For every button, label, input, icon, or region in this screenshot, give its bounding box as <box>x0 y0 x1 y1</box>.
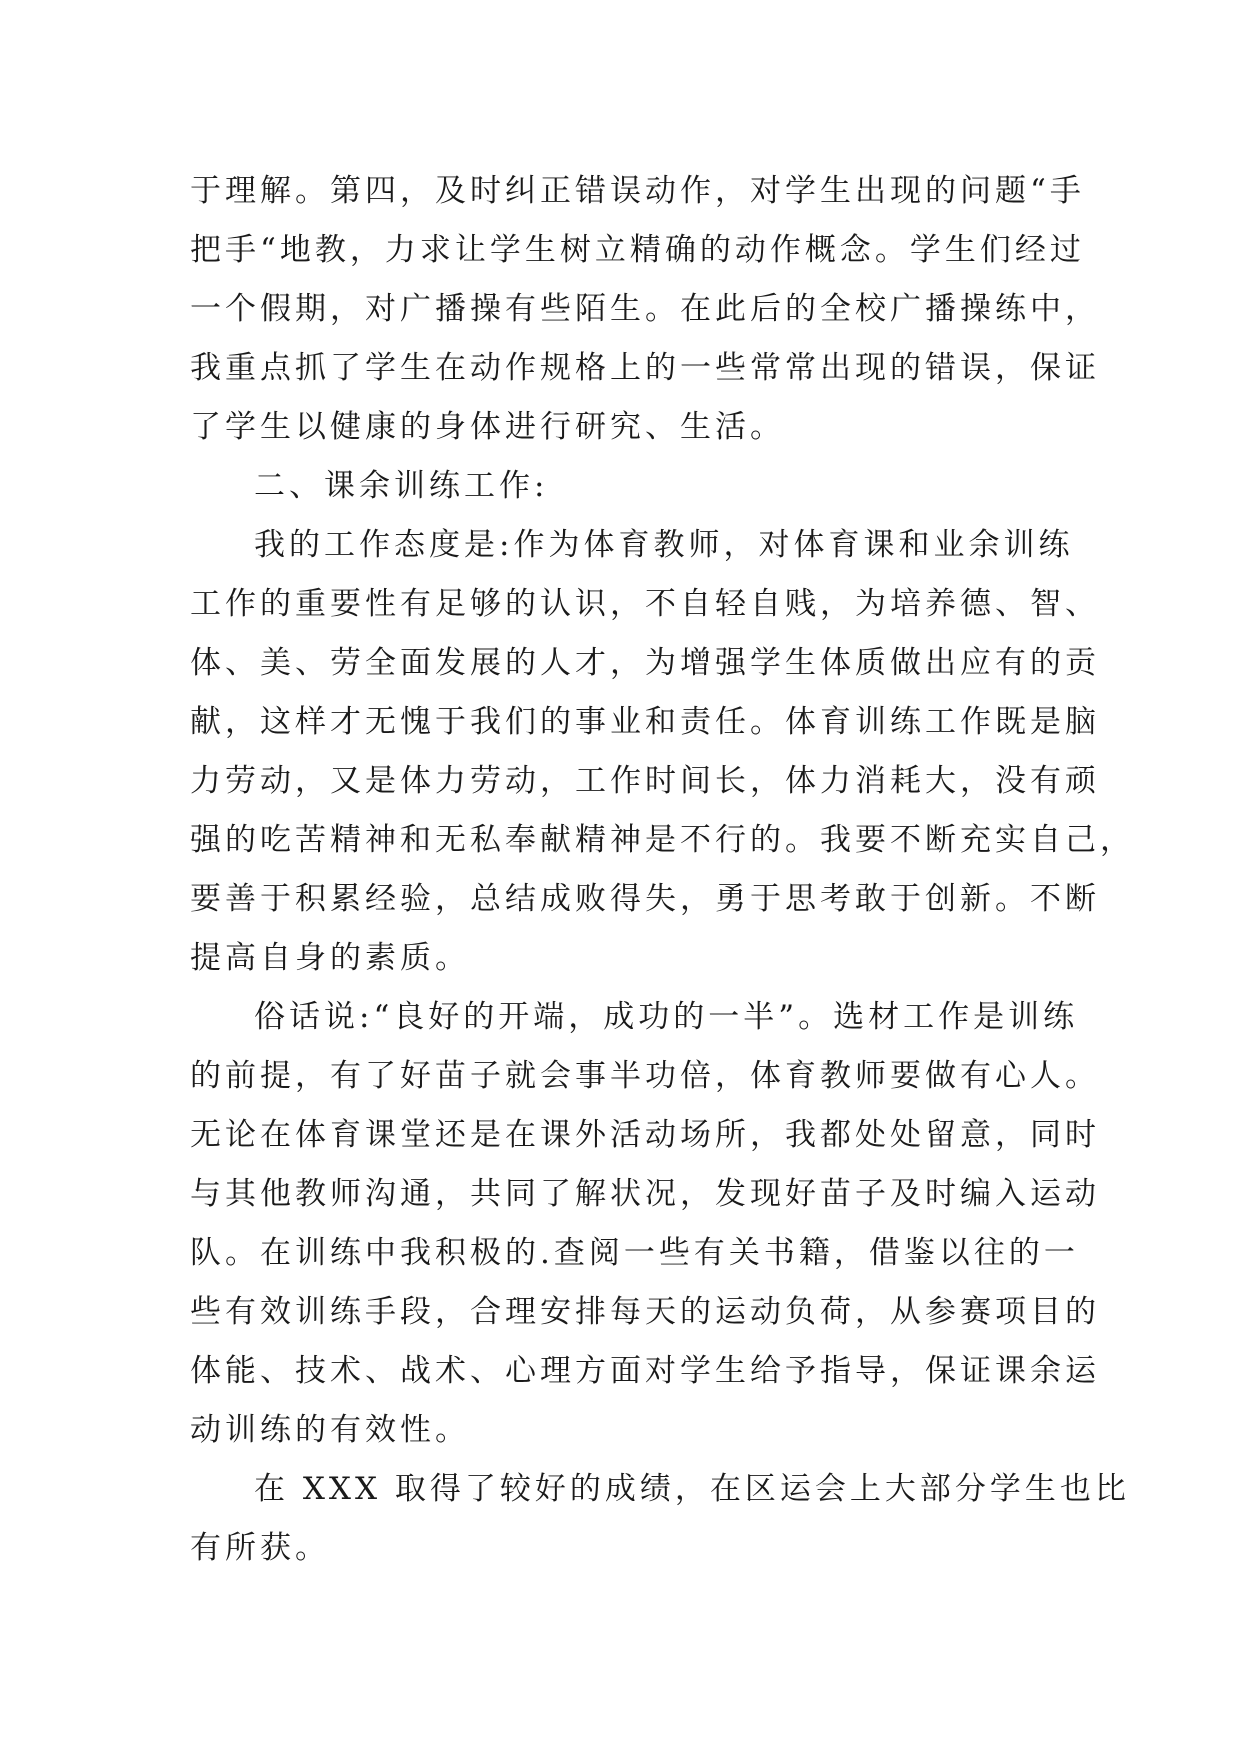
text-line: 献，这样才无愧于我们的事业和责任。体育训练工作既是脑 <box>190 704 1100 740</box>
text-line: 与其他教师沟通，共同了解状况，发现好苗子及时编入运动 <box>190 1176 1100 1212</box>
text-line: 无论在体育课堂还是在课外活动场所，我都处处留意，同时 <box>190 1117 1100 1153</box>
text-line: 我重点抓了学生在动作规格上的一些常常出现的错误，保证 <box>190 350 1100 386</box>
section-heading: 二、课余训练工作: <box>254 468 549 504</box>
text-line: 提高自身的素质。 <box>190 940 470 976</box>
text-line: 强的吃苦精神和无私奉献精神是不行的。我要不断充实自己， <box>190 822 1135 858</box>
text-line: 工作的重要性有足够的认识，不自轻自贱，为培养德、智、 <box>190 586 1100 622</box>
text-line: 于理解。第四，及时纠正错误动作，对学生出现的问题“手 <box>190 173 1085 209</box>
text-line: 俗话说:“良好的开端，成功的一半”。选材工作是训练 <box>254 999 1079 1035</box>
text-line: 队。在训练中我积极的.查阅一些有关书籍，借鉴以往的一 <box>190 1235 1079 1271</box>
text-line: 些有效训练手段，合理安排每天的运动负荷，从参赛项目的 <box>190 1294 1100 1330</box>
text-line: 一个假期，对广播操有些陌生。在此后的全校广播操练中， <box>190 291 1100 327</box>
text-line: 了学生以健康的身体进行研究、生活。 <box>190 409 785 445</box>
text-line: 体、美、劳全面发展的人才，为增强学生体质做出应有的贡 <box>190 645 1100 681</box>
text-line: 的前提，有了好苗子就会事半功倍，体育教师要做有心人。 <box>190 1058 1100 1094</box>
text-line: 体能、技术、战术、心理方面对学生给予指导，保证课余运 <box>190 1353 1100 1389</box>
body-text <box>190 162 1135 1578</box>
text-line: 在 XXX 取得了较好的成绩，在区运会上大部分学生也比 <box>254 1471 1130 1507</box>
text-line: 要善于积累经验，总结成败得失，勇于思考敢于创新。不断 <box>190 881 1100 917</box>
text-line: 我的工作态度是:作为体育教师，对体育课和业余训练 <box>254 527 1074 563</box>
text-line: 有所获。 <box>190 1530 330 1566</box>
text-line: 动训练的有效性。 <box>190 1412 470 1448</box>
text-line: 力劳动，又是体力劳动，工作时间长，体力消耗大，没有顽 <box>190 763 1100 799</box>
text-line: 把手“地教，力求让学生树立精确的动作概念。学生们经过 <box>190 232 1085 268</box>
